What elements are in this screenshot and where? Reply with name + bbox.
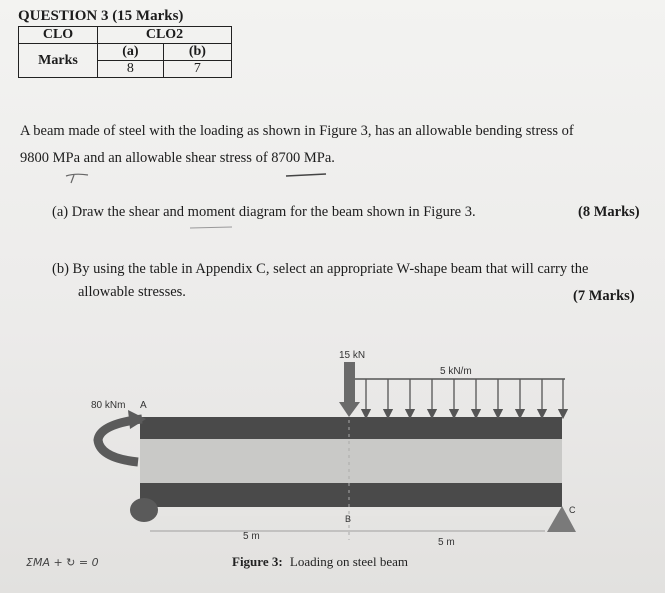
support-a-icon: [130, 498, 158, 522]
point-c-label: C: [569, 505, 576, 515]
svg-text:Figure 3: Loading on steel: [232, 554, 408, 569]
intro-line-2: 9800 MPa and an allowable shear stress of 8700 MPa.: [20, 150, 335, 166]
part-b-marks: 7: [163, 61, 231, 78]
distributed-load-label: 5 kN/m: [440, 366, 472, 377]
point-b-label: B: [345, 514, 352, 524]
marks-row-label: Marks: [19, 44, 98, 78]
span-bc-label: 5 m: [438, 537, 455, 548]
point-load-arrow-icon: [339, 402, 360, 417]
distributed-load-arrows: [366, 379, 563, 414]
point-a-label: A: [140, 400, 147, 411]
part-a-marks: 8: [98, 61, 164, 78]
moment-label: 80 kNm: [91, 400, 126, 411]
beam-top-flange: [140, 417, 562, 439]
point-load-label: 15 kN: [339, 350, 366, 361]
figure-caption-text: Loading on steel beam: [289, 554, 408, 569]
beam-web: [140, 439, 562, 483]
part-b-line-2: allowable stresses.: [78, 284, 186, 300]
part-a-marks-note: (8 Marks): [578, 204, 640, 220]
beam-figure: [0, 340, 665, 593]
handwritten-note: ΣMA + ↻ = 0: [26, 556, 99, 569]
part-a-text: (a) Draw the shear and moment diagram for the beam shown in Figure 3.: [52, 204, 476, 220]
part-a-label: (a): [98, 44, 164, 61]
clo2-header: CLO2: [98, 27, 232, 44]
part-b-label: (b): [163, 44, 231, 61]
part-b-marks-note: (7 Marks): [573, 288, 635, 304]
point-load-shaft: [344, 362, 355, 406]
clo-header: CLO: [19, 27, 98, 44]
figure-caption-prefix: Figure 3:: [232, 554, 283, 569]
marks-table: [18, 26, 232, 78]
part-b-line-1: (b) By using the table in Appendix C, select an appropriate W-shape beam that will carry the: [52, 261, 589, 277]
question-heading: QUESTION 3 (15 Marks): [18, 8, 184, 24]
beam-bottom-flange: [140, 483, 562, 507]
span-ab-label: 5 m: [243, 531, 260, 542]
intro-line-1: A beam made of steel with the loading as shown in Figure 3, has an allowable bending stress of: [20, 123, 574, 139]
